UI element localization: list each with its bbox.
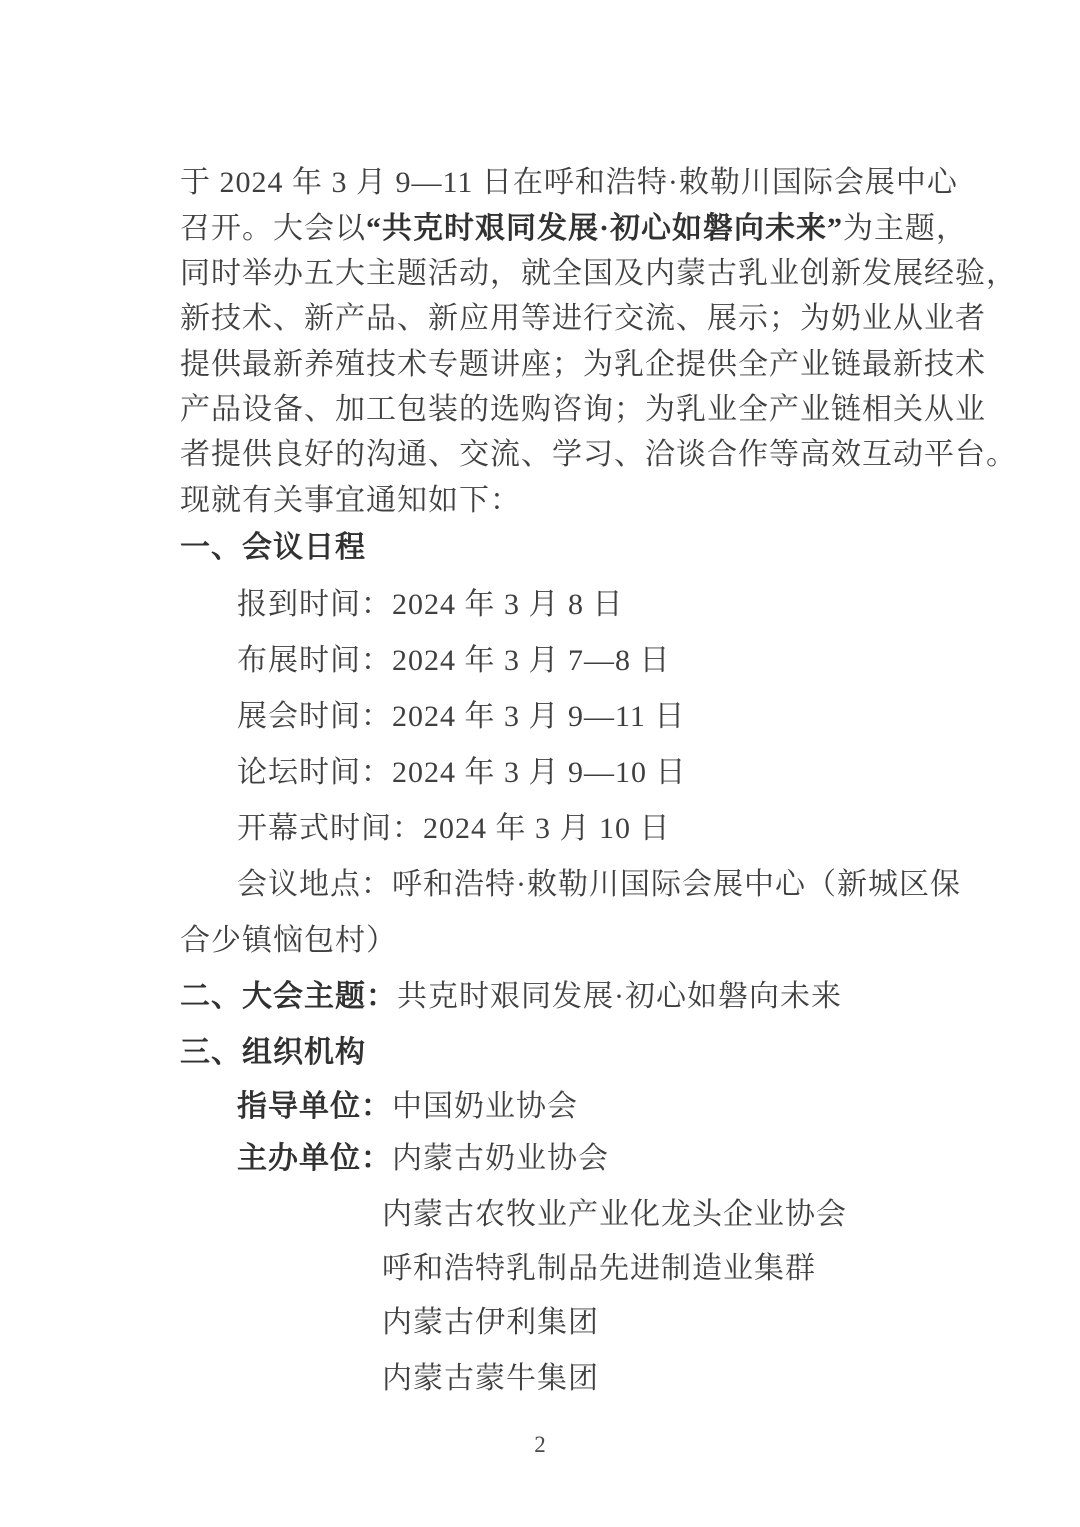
host-unit-item: 内蒙古农牧业产业化龙头企业协会 <box>382 1198 847 1231</box>
guide-unit-line <box>237 1090 578 1124</box>
schedule-item-registration: 报到时间：2024 年 3 月 8 日 <box>237 588 624 621</box>
intro-line: 者提供良好的沟通、交流、学习、洽谈合作等高效互动平台。 <box>180 438 1017 471</box>
intro-line: 新技术、新产品、新应用等进行交流、展示；为奶业从业者 <box>180 302 986 335</box>
schedule-item-setup: 布展时间：2024 年 3 月 7—8 日 <box>237 644 671 677</box>
host-unit-label: 主办单位： <box>237 1142 392 1175</box>
intro-line: 现就有关事宜通知如下： <box>180 484 521 517</box>
intro-line-post: 为主题， <box>843 212 968 245</box>
intro-line <box>180 212 967 246</box>
host-unit-line <box>237 1142 609 1176</box>
intro-line: 于 2024 年 3 月 9—11 日在呼和浩特·敕勒川国际会展中心 <box>180 166 958 199</box>
intro-line: 产品设备、加工包装的选购咨询；为乳业全产业链相关从业 <box>180 393 986 426</box>
guide-unit-label: 指导单位： <box>237 1090 392 1123</box>
intro-line-pre: 召开。大会以 <box>180 212 366 245</box>
location-wrap-line: 合少镇恼包村） <box>180 924 397 957</box>
host-unit-item: 内蒙古蒙牛集团 <box>382 1362 599 1395</box>
section-2-heading <box>180 980 842 1014</box>
intro-line: 提供最新养殖技术专题讲座；为乳企提供全产业链最新技术 <box>180 348 986 381</box>
section-3-heading: 三、组织机构 <box>180 1036 366 1069</box>
theme-value: 共克时艰同发展·初心如磐向未来 <box>397 980 842 1013</box>
schedule-item-opening: 开幕式时间：2024 年 3 月 10 日 <box>237 812 671 845</box>
guide-unit-value: 中国奶业协会 <box>392 1090 578 1123</box>
theme-label: 二、大会主题： <box>180 980 397 1013</box>
section-1-heading: 一、会议日程 <box>180 531 366 564</box>
host-unit-item: 内蒙古伊利集团 <box>382 1306 599 1339</box>
conference-theme-quoted: “共克时艰同发展·初心如磐向未来” <box>366 212 844 245</box>
schedule-item-location: 会议地点：呼和浩特·敕勒川国际会展中心（新城区保 <box>237 868 961 901</box>
host-unit-item: 呼和浩特乳制品先进制造业集群 <box>382 1252 816 1285</box>
schedule-item-forum: 论坛时间：2024 年 3 月 9—10 日 <box>237 756 687 789</box>
page-number: 2 <box>534 1432 546 1457</box>
host-unit-value: 内蒙古奶业协会 <box>392 1142 609 1175</box>
schedule-item-exhibition: 展会时间：2024 年 3 月 9—11 日 <box>237 700 686 733</box>
intro-line: 同时举办五大主题活动，就全国及内蒙古乳业创新发展经验， <box>180 257 1017 290</box>
